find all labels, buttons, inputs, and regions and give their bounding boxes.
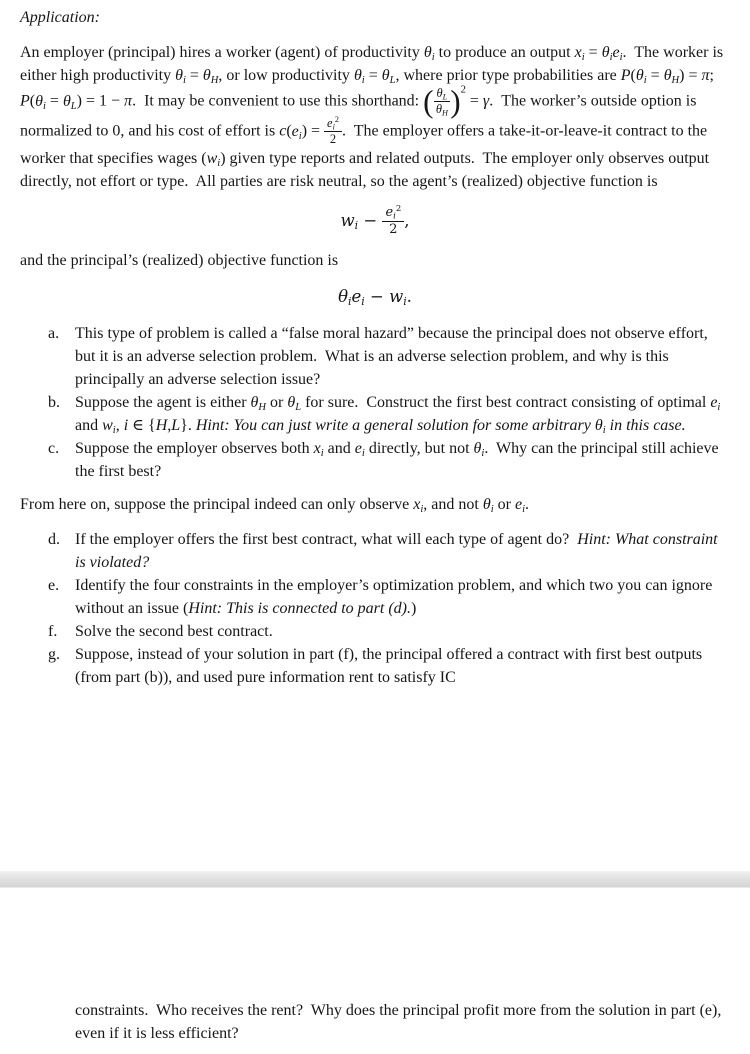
- list-text-f: Solve the second best contract.: [75, 622, 273, 640]
- list-item-g: [48, 643, 730, 689]
- principal-objective-equation: $\theta_ie_i - w_i$.: [338, 286, 412, 308]
- interlude-paragraph: From here on, suppose the principal indeed can only observe $x_i$, and not $\theta_i$ or $e_i$.: [20, 495, 529, 515]
- list-text-c: Suppose the employer observes both $x_i$ and $e_i$ directly, but not $\theta_i$. Why can the principal still achieve the first best?: [75, 439, 719, 480]
- list-marker-f: f.: [48, 622, 58, 640]
- list-item-a: [48, 322, 730, 391]
- list-marker-e: e.: [48, 576, 60, 594]
- question-list-defg: [48, 528, 730, 689]
- question-list-abc: [48, 322, 730, 483]
- page-break-divider: [0, 871, 750, 888]
- intro-paragraph: An employer (principal) hires a worker (agent) of productivity $\theta_i$ to produce an output $x_i = \theta_ie_i$. The worker is either high productivity $\theta_i = \theta_H$, or low productivity $\theta_i = \theta_L$, where prior type probabilities are $P(\theta_i = \theta_H) = \pi$; $P(\theta_i = \theta_L) = 1 - \pi$. It may be convenient to use this shorthand: ( $\frac{\theta_L}{\theta_H}$ )$^2$ = γ. The worker’s outside option is normalized to 0, and his cost of effort is $c(e_i)$ = $\frac{e_i^2}{2}$ . The employer offers a take-it-or-leave-it contract to the worker that specifies wages $(w_i)$ given type reports and related outputs. The employer only observes output directly, not effort or type. All parties are risk neutral, so the agent’s (realized) objective function is: [20, 44, 724, 190]
- list-item-c: [48, 437, 730, 483]
- list-text-d: If the employer offers the first best contract, what will each type of agent do? Hint: What constraint is violated?: [75, 530, 718, 571]
- list-marker-c: c.: [48, 439, 60, 457]
- list-text-g: Suppose, instead of your solution in part (f), the principal offered a contract with first best outputs (from part (b)), and used pure information rent to satisfy IC: [75, 645, 703, 686]
- list-item-d: [48, 528, 730, 574]
- list-marker-g: g.: [48, 645, 60, 663]
- list-text-a: This type of problem is called a “false moral hazard” because the principal does not observe effort, but it is an adverse selection problem. What is an adverse selection problem, and why is this principally an adverse selection issue?: [75, 324, 708, 388]
- principal-lead-paragraph: and the principal’s (realized) objective function is: [20, 251, 339, 269]
- page-2-continuation-paragraph: constraints. Who receives the rent? Why does the principal profit more from the solution in part (e), even if it is less efficient?: [75, 1002, 722, 1042]
- list-text-b: Suppose the agent is either $\theta_H$ or $\theta_L$ for sure. Construct the first best contract consisting of optimal $e_i$ and $w_i$, i ∈ {H,L}. Hint: You can just write a general solution for some arbitrary $\theta_i$ in this case.: [75, 393, 721, 436]
- list-text-e: Identify the four constraints in the employer’s optimization problem, and which two you can ignore without an issue (Hint: This is connected to part (d).): [75, 576, 713, 617]
- list-item-b: [48, 391, 730, 437]
- list-marker-b: b.: [48, 393, 60, 411]
- list-item-e: [48, 574, 730, 620]
- agent-objective-equation: $w_i$ − $\frac{e_i^2}{2}$ ,: [340, 203, 410, 237]
- list-marker-a: a.: [48, 324, 60, 342]
- section-heading: Application:: [20, 9, 100, 26]
- list-item-f: [48, 620, 730, 643]
- list-marker-d: d.: [48, 530, 60, 548]
